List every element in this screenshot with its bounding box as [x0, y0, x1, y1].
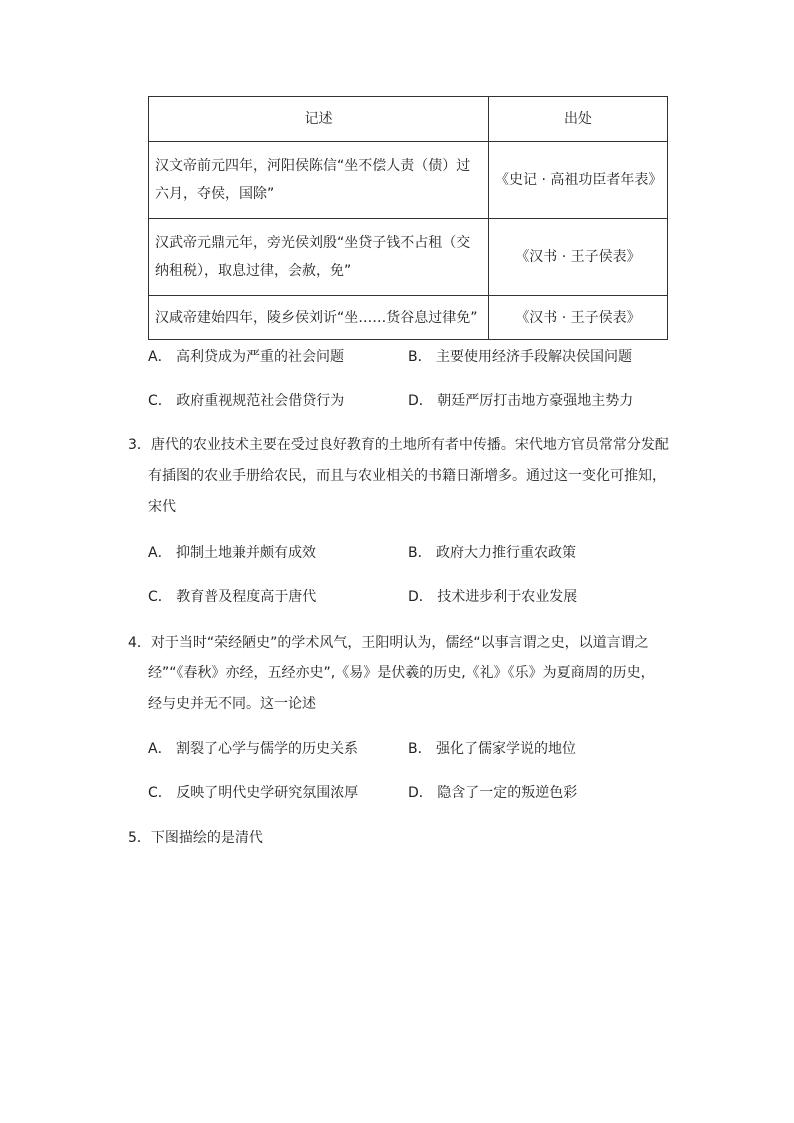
q3-stem-line3: 宋代 — [148, 499, 176, 515]
q4-option-d[interactable]: D． 隐含了一定的叛逆色彩 — [408, 785, 578, 801]
q3-option-d[interactable]: D． 技术进步利于农业发展 — [408, 589, 578, 605]
q2-option-a[interactable]: A． 高利贷成为严重的社会问题 — [148, 349, 345, 365]
q3-option-b[interactable]: B． 政府大力推行重农政策 — [408, 545, 577, 561]
q3-stem-line1: 3．唐代的农业技术主要在受过良好教育的土地所有者中传播。宋代地方官员常常分发配 — [128, 437, 669, 453]
header-source: 出处 — [489, 97, 668, 142]
q2-option-c[interactable]: C． 政府重视规范社会借贷行为 — [148, 393, 345, 409]
header-record: 记述 — [149, 97, 489, 142]
record-cell: 汉咸帝建始四年，陵乡侯刘䜣“坐……货谷息过律免” — [149, 296, 489, 340]
q4-stem-line1: 4．对于当时“荣经陋史”的学术风气，王阳明认为，儒经“以事言谓之史，以道言谓之 — [128, 635, 649, 651]
records-table — [148, 96, 668, 340]
source-cell: 《汉书 · 王子侯表》 — [489, 296, 668, 340]
source-cell: 《汉书 · 王子侯表》 — [489, 219, 668, 296]
q4-option-b[interactable]: B． 强化了儒家学说的地位 — [408, 741, 577, 757]
q2-option-b[interactable]: B． 主要使用经济手段解决侯国问题 — [408, 349, 633, 365]
record-cell: 汉武帝元鼎元年，旁光侯刘殷“坐贷子钱不占租（交纳租税），取息过律，会赦，免” — [149, 219, 489, 296]
q3-stem-line2: 有插图的农业手册给农民，而且与农业相关的书籍日渐增多。通过这一变化可推知， — [148, 468, 666, 484]
q4-option-c[interactable]: C． 反映了明代史学研究氛围浓厚 — [148, 785, 359, 801]
q5-stem-line1: 5．下图描绘的是清代 — [128, 830, 263, 846]
table-row — [149, 219, 668, 296]
q4-option-a[interactable]: A． 割裂了心学与儒学的历史关系 — [148, 741, 359, 757]
source-cell: 《史记 · 高祖功臣者年表》 — [489, 142, 668, 219]
q3-option-a[interactable]: A． 抑制土地兼并颇有成效 — [148, 545, 317, 561]
q2-option-d[interactable]: D． 朝廷严厉打击地方豪强地主势力 — [408, 393, 634, 409]
q4-stem-line3: 经与史并无不同。这一论述 — [148, 696, 316, 712]
record-cell: 汉文帝前元四年，河阳侯陈信“坐不偿人责（债）过六月，夺侯，国除” — [149, 142, 489, 219]
table-row — [149, 142, 668, 219]
q4-stem-line2: 经”“《春秋》亦经，五经亦史”,《易》是伏羲的历史,《礼》《乐》为夏商周的历史， — [148, 665, 655, 681]
q3-option-c[interactable]: C． 教育普及程度高于唐代 — [148, 589, 317, 605]
table-row — [149, 296, 668, 340]
table-header-row — [149, 97, 668, 142]
